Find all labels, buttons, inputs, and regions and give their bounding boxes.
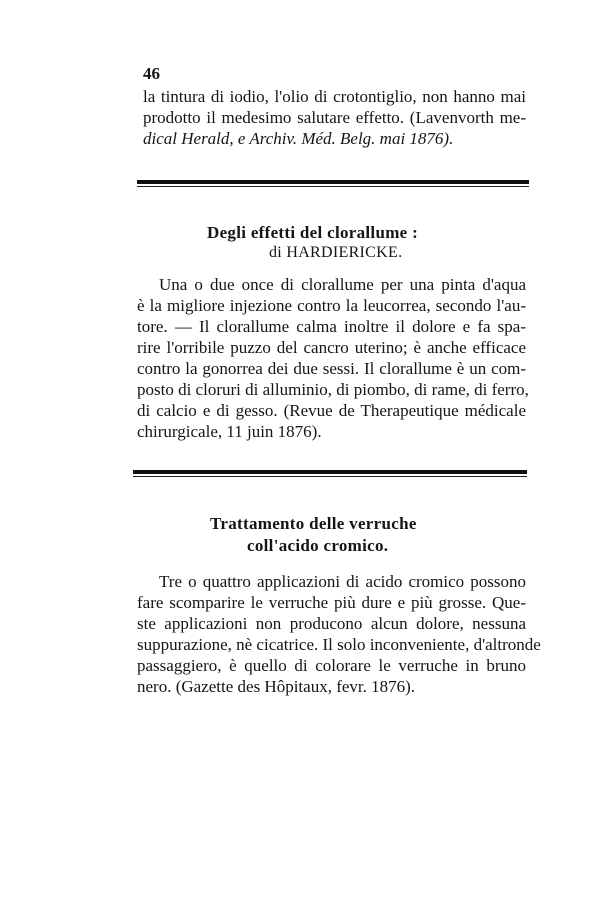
text-line: dical Herald, e Archiv. Méd. Belg. mai 1876). — [143, 129, 454, 148]
page-number: 46 — [143, 64, 160, 83]
text-line: passaggiero, è quello di colorare le verruche in bruno — [137, 656, 526, 675]
text-line: tore. — Il clorallume calma inoltre il dolore e fa spa- — [137, 317, 526, 336]
article-body — [137, 274, 529, 442]
text-line: rire l'orribile puzzo del cancro uterino; è anche efficace — [137, 338, 526, 357]
text-line: di calcio e di gesso. (Revue de Therapeutique médicale — [137, 401, 526, 420]
text-line: contro la gonorrea dei due sessi. Il clorallume è un com- — [137, 359, 526, 378]
text-line: ste applicazioni non producono alcun dolore, nessuna — [137, 614, 526, 633]
section-divider — [137, 180, 529, 187]
article-title: Degli effetti del clorallume : — [207, 223, 419, 242]
article-title: Trattamento delle verruche — [210, 514, 417, 533]
text-line: è la migliore injezione contro la leucorrea, secondo l'au- — [137, 296, 526, 315]
text-line: prodotto il medesimo salutare effetto. (Lavenvorth me- — [143, 108, 526, 127]
text-line: suppurazione, nè cicatrice. Il solo inconveniente, d'altronde — [137, 635, 541, 654]
text-line: posto di cloruri di alluminio, di piombo, di rame, di ferro, — [137, 380, 529, 399]
article-author: di HARDIERICKE. — [269, 244, 403, 261]
intro-paragraph — [143, 86, 526, 149]
text-line: la tintura di iodio, l'olio di crotontiglio, non hanno mai — [143, 87, 526, 106]
article-title-continued: coll'acido cromico. — [247, 536, 389, 555]
section-divider — [133, 470, 527, 477]
text-line: Una o due once di clorallume per una pinta d'aqua — [159, 275, 526, 294]
text-line: nero. (Gazette des Hôpitaux, fevr. 1876). — [137, 677, 416, 696]
article-body — [137, 571, 541, 697]
text-line: fare scomparire le verruche più dure e più grosse. Que- — [137, 593, 526, 612]
text-line: chirurgicale, 11 juin 1876). — [137, 422, 322, 441]
text-line: Tre o quattro applicazioni di acido cromico possono — [159, 572, 526, 591]
